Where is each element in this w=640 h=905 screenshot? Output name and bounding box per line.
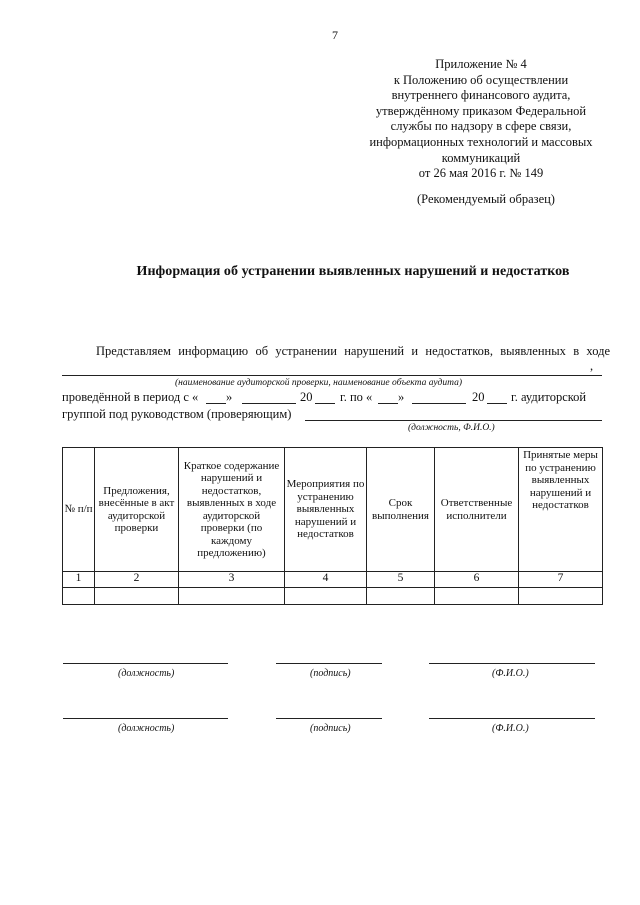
table-cell[interactable]: [95, 588, 179, 605]
period-end-year-field[interactable]: [487, 403, 507, 404]
intro-comma: ,: [590, 359, 594, 373]
column-number: 5: [367, 572, 435, 588]
column-number: 4: [285, 572, 367, 588]
appendix-line: службы по надзору в сфере связи,: [390, 119, 572, 134]
period-prefix: проведённой в период с «: [62, 390, 199, 404]
auditor-position-line[interactable]: [305, 420, 602, 421]
appendix-line: утверждённому приказом Федеральной: [375, 103, 587, 118]
period-start-day-field[interactable]: [206, 403, 226, 404]
name-line[interactable]: [429, 718, 595, 719]
table-cell[interactable]: [367, 588, 435, 605]
table-cell[interactable]: [519, 588, 603, 605]
position-line[interactable]: [63, 718, 228, 719]
column-header: Срок выполнения: [367, 448, 435, 572]
table-cell[interactable]: [63, 588, 95, 605]
appendix-line: от 26 мая 2016 г. № 149: [418, 166, 544, 181]
column-header: Мероприятия по устранению выявленных нарушений и недостатков: [285, 448, 367, 572]
period-year-1: 20: [300, 390, 313, 404]
column-number: 7: [519, 572, 603, 588]
column-header: Краткое содержание нарушений и недостатков, выявленных в ходе аудиторской проверки (по каждому предложению): [179, 448, 285, 572]
table-header-row: [63, 448, 603, 572]
intro-text: Представляем информацию об устранении нарушений и недостатков, выявленных в ходе: [96, 344, 610, 358]
signature-label: (подпись): [310, 723, 351, 734]
column-number-row: [63, 572, 603, 588]
violations-table: [62, 447, 603, 605]
period-quote-1: »: [226, 390, 233, 404]
period-start-month-field[interactable]: [242, 403, 296, 404]
table-cell[interactable]: [435, 588, 519, 605]
signature-label: (подпись): [310, 668, 351, 679]
period-end-month-field[interactable]: [412, 403, 466, 404]
name-label: (Ф.И.О.): [492, 668, 529, 679]
appendix-header: [350, 57, 612, 182]
table-cell[interactable]: [285, 588, 367, 605]
period-year-2: 20: [472, 390, 485, 404]
column-number: 1: [63, 572, 95, 588]
appendix-line: информационных технологий и массовых: [369, 134, 593, 149]
column-header: № п/п: [63, 448, 95, 572]
period-end-day-field[interactable]: [378, 403, 398, 404]
audit-name-line[interactable]: [62, 375, 602, 376]
signature-line[interactable]: [276, 718, 382, 719]
signature-line[interactable]: [276, 663, 382, 664]
period-mid: г. по «: [340, 390, 373, 404]
appendix-line: внутреннего финансового аудита,: [391, 88, 571, 103]
column-number: 6: [435, 572, 519, 588]
appendix-line: к Положению об осуществлении: [393, 72, 569, 87]
period-quote-2: »: [398, 390, 405, 404]
appendix-line: Приложение № 4: [435, 57, 527, 71]
name-line[interactable]: [429, 663, 595, 664]
period-start-year-field[interactable]: [315, 403, 335, 404]
position-line[interactable]: [63, 663, 228, 664]
group-text: группой под руководством (проверяющим): [62, 407, 292, 421]
column-header: Предложения, внесённые в акт аудиторской проверки: [95, 448, 179, 572]
column-number: 2: [95, 572, 179, 588]
table-row: [63, 588, 603, 605]
name-label: (Ф.И.О.): [492, 723, 529, 734]
position-label: (должность): [118, 723, 175, 734]
column-header: Ответственные исполнители: [435, 448, 519, 572]
audit-name-hint: (наименование аудиторской проверки, наименование объекта аудита): [175, 378, 462, 388]
column-header: Принятые меры по устранению выявленных нарушений и недостатков: [519, 448, 603, 572]
period-suffix: г. аудиторской: [511, 390, 587, 404]
position-label: (должность): [118, 668, 175, 679]
table-cell[interactable]: [179, 588, 285, 605]
auditor-position-hint: (должность, Ф.И.О.): [408, 423, 495, 433]
sample-note: (Рекомендуемый образец): [417, 192, 555, 206]
page-number: 7: [332, 28, 338, 42]
appendix-line: коммуникаций: [441, 150, 521, 165]
document-title: Информация об устранении выявленных нарушений и недостатков: [136, 264, 570, 279]
column-number: 3: [179, 572, 285, 588]
